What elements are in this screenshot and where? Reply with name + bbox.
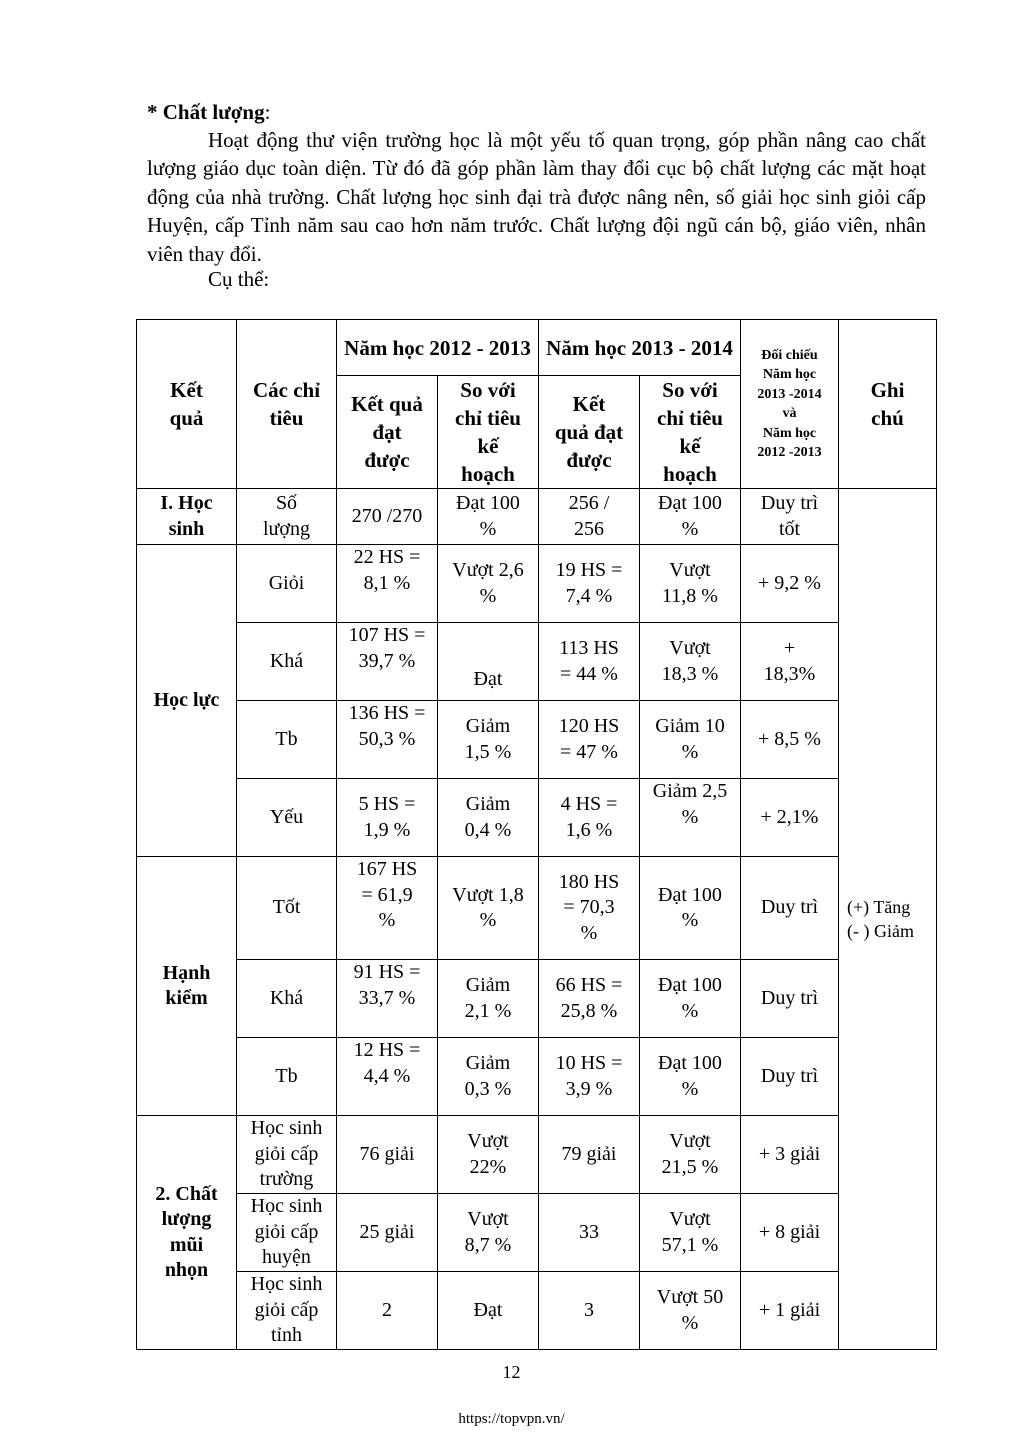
criterion-cell: Số lượng xyxy=(237,489,337,545)
table-row xyxy=(137,701,937,779)
compare-cell: Duy trì xyxy=(741,1038,839,1116)
plan-cell: Đạt xyxy=(438,1272,539,1350)
compare-cell: Duy trì tốt xyxy=(741,489,839,545)
plan-cell: Giảm 1,5 % xyxy=(438,701,539,779)
footer-url: https://topvpn.vn/ xyxy=(458,1411,565,1427)
plan-cell: Vượt 1,8 % xyxy=(438,857,539,960)
header-result-2: Kết quả đạt được xyxy=(539,376,640,489)
result-cell: 33 xyxy=(539,1194,640,1272)
plan-cell: Vượt 2,6 % xyxy=(438,545,539,623)
plan-cell: Vượt 57,1 % xyxy=(640,1194,741,1272)
body-paragraph: Hoạt động thư viện trường học là một yếu tố quan trọng, góp phần nâng cao chất lượng giáo dục toàn diện. Từ đó đã góp phần làm thay đổi cục bộ chất lượng các mặt hoạt động của nhà trường. Chất lượng học sinh đại trà được nâng nên, số giải học sinh giỏi cấp Huyện, cấp Tỉnh năm sau cao hơn năm trước. Chất lượng đội ngũ cán bộ, giáo viên, nhân viên thay đổi. xyxy=(147,128,926,266)
section-heading-label: * Chất lượng xyxy=(147,100,265,124)
group-hoc-sinh: I. Học sinh xyxy=(137,489,237,545)
criterion-cell: Học sinh giỏi cấp huyện xyxy=(237,1194,337,1272)
plan-cell: Đạt 100 % xyxy=(640,489,741,545)
result-cell: 10 HS = 3,9 % xyxy=(539,1038,640,1116)
plan-cell: Giảm 10 % xyxy=(640,701,741,779)
compare-cell: Duy trì xyxy=(741,857,839,960)
page-number: 12 xyxy=(502,1362,521,1382)
section-heading-colon: : xyxy=(264,100,271,124)
result-cell: 79 giải xyxy=(539,1116,640,1194)
result-cell: 2 xyxy=(337,1272,438,1350)
plan-cell: Giảm 0,4 % xyxy=(438,779,539,857)
plan-cell: Vượt 21,5 % xyxy=(640,1116,741,1194)
criterion-cell: Giỏi xyxy=(237,545,337,623)
result-cell: 270 /270 xyxy=(337,489,438,545)
header-chi-tieu: Các chỉ tiêu xyxy=(237,320,337,489)
result-cell: 136 HS = 50,3 % xyxy=(337,701,438,779)
result-cell: 113 HS = 44 % xyxy=(539,623,640,701)
result-cell: 19 HS = 7,4 % xyxy=(539,545,640,623)
intro-line: Cụ thể: xyxy=(208,267,270,291)
result-cell: 3 xyxy=(539,1272,640,1350)
result-cell: 91 HS = 33,7 % xyxy=(337,960,438,1038)
criterion-cell: Khá xyxy=(237,623,337,701)
compare-cell: + 9,2 % xyxy=(741,545,839,623)
result-cell: 4 HS = 1,6 % xyxy=(539,779,640,857)
section-heading xyxy=(147,98,270,126)
group-mui-nhon: 2. Chất lượng mũi nhọn xyxy=(137,1116,237,1350)
result-cell: 5 HS = 1,9 % xyxy=(337,779,438,857)
table-row xyxy=(137,779,937,857)
compare-cell: + 18,3% xyxy=(741,623,839,701)
plan-cell: Giảm 2,5 % xyxy=(640,779,741,857)
result-cell: 76 giải xyxy=(337,1116,438,1194)
table-row xyxy=(137,1272,937,1350)
table-row xyxy=(137,1194,937,1272)
criterion-cell: Khá xyxy=(237,960,337,1038)
result-cell: 66 HS = 25,8 % xyxy=(539,960,640,1038)
plan-cell: Vượt 8,7 % xyxy=(438,1194,539,1272)
result-cell: 22 HS = 8,1 % xyxy=(337,545,438,623)
result-cell: 25 giải xyxy=(337,1194,438,1272)
table-row xyxy=(137,857,937,960)
result-cell: 180 HS = 70,3 % xyxy=(539,857,640,960)
criterion-cell: Học sinh giỏi cấp tỉnh xyxy=(237,1272,337,1350)
header-result-1: Kết quả đạt được xyxy=(337,376,438,489)
plan-cell: Vượt 18,3 % xyxy=(640,623,741,701)
criterion-cell: Tb xyxy=(237,701,337,779)
plan-cell: Đạt 100 % xyxy=(640,960,741,1038)
compare-cell: + 3 giải xyxy=(741,1116,839,1194)
result-cell: 167 HS = 61,9 % xyxy=(337,857,438,960)
plan-cell: Đạt 100 % xyxy=(438,489,539,545)
header-vs-plan-1: So với chỉ tiêu kế hoạch xyxy=(438,376,539,489)
table-row xyxy=(137,489,937,545)
plan-cell: Đạt xyxy=(438,623,539,701)
plan-cell: Vượt 22% xyxy=(438,1116,539,1194)
plan-cell: Giảm 0,3 % xyxy=(438,1038,539,1116)
table-row xyxy=(137,1116,937,1194)
compare-cell: + 8,5 % xyxy=(741,701,839,779)
result-cell: 256 / 256 xyxy=(539,489,640,545)
header-ket-qua: Kết quả xyxy=(137,320,237,489)
group-hoc-luc: Học lực xyxy=(137,545,237,857)
header-vs-plan-2: So với chỉ tiêu kế hoạch xyxy=(640,376,741,489)
criterion-cell: Tốt xyxy=(237,857,337,960)
criterion-cell: Yếu xyxy=(237,779,337,857)
table-row xyxy=(137,960,937,1038)
results-table xyxy=(136,319,937,1350)
header-ghi-chu: Ghi chú xyxy=(839,320,937,489)
group-hanh-kiem: Hạnh kiểm xyxy=(137,857,237,1116)
compare-cell: + 8 giải xyxy=(741,1194,839,1272)
plan-cell: Đạt 100 % xyxy=(640,857,741,960)
plan-cell: Đạt 100 % xyxy=(640,1038,741,1116)
table-row xyxy=(137,545,937,623)
table-row xyxy=(137,623,937,701)
criterion-cell: Học sinh giỏi cấp trường xyxy=(237,1116,337,1194)
compare-cell: Duy trì xyxy=(741,960,839,1038)
header-year-2013-2014: Năm học 2013 - 2014 xyxy=(539,320,741,376)
compare-cell: + 2,1% xyxy=(741,779,839,857)
header-compare: Đối chiếu Năm học 2013 -2014 và Năm học 2012 -2013 xyxy=(741,320,839,489)
note-cell: (+) Tăng (- ) Giảm xyxy=(839,489,937,1350)
criterion-cell: Tb xyxy=(237,1038,337,1116)
plan-cell: Giảm 2,1 % xyxy=(438,960,539,1038)
result-cell: 12 HS = 4,4 % xyxy=(337,1038,438,1116)
table-row xyxy=(137,1038,937,1116)
result-cell: 107 HS = 39,7 % xyxy=(337,623,438,701)
plan-cell: Vượt 50 % xyxy=(640,1272,741,1350)
compare-cell: + 1 giải xyxy=(741,1272,839,1350)
plan-cell: Vượt 11,8 % xyxy=(640,545,741,623)
header-year-2012-2013: Năm học 2012 - 2013 xyxy=(337,320,539,376)
result-cell: 120 HS = 47 % xyxy=(539,701,640,779)
